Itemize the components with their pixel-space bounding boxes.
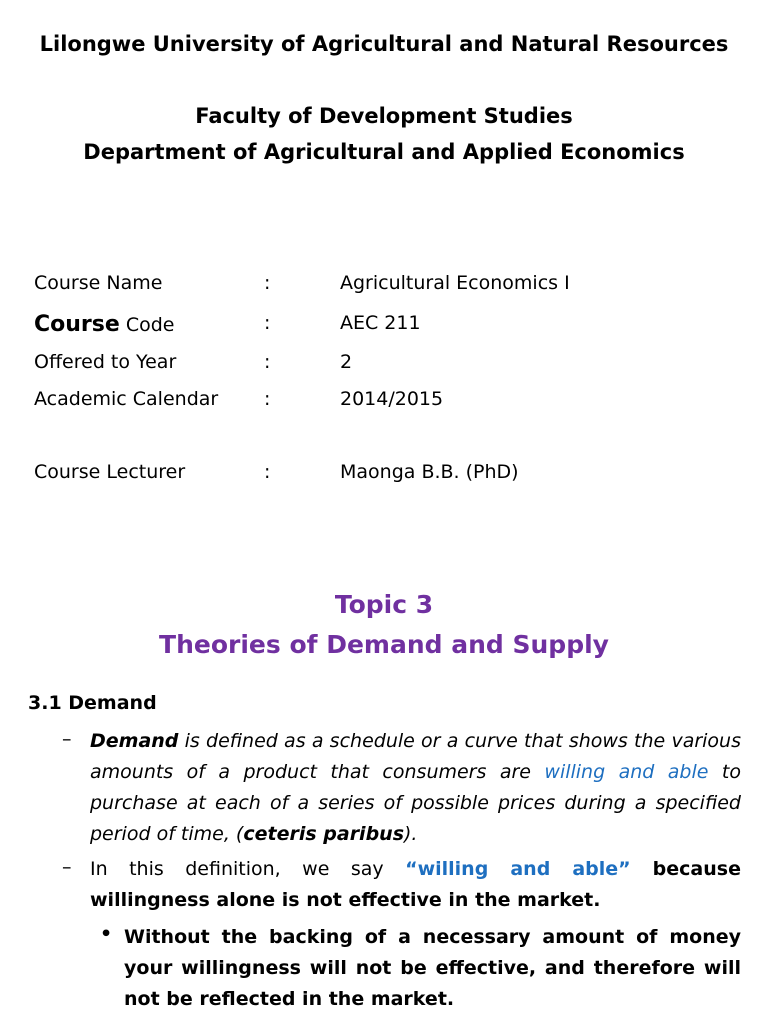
course-code-label-bold: Course — [34, 312, 120, 337]
dash-marker: – — [62, 728, 72, 750]
course-name-value: Agricultural Economics I — [340, 272, 570, 294]
faculty-title: Faculty of Development Studies — [195, 104, 573, 128]
willing-able-paragraph — [90, 854, 741, 916]
subpoint-paragraph: Without the backing of a necessary amount of money your willingness will not be effective, and therefore will not be reflected in the market. — [124, 926, 741, 1010]
colon: : — [264, 461, 271, 483]
course-code-label — [34, 312, 174, 337]
dash-marker: – — [62, 856, 72, 878]
definition-text-c: ). — [404, 823, 418, 845]
course-code-value: AEC 211 — [340, 312, 421, 334]
topic-title: Theories of Demand and Supply — [159, 630, 609, 659]
university-title: Lilongwe University of Agricultural and Natural Resources — [39, 32, 729, 56]
point2-text-b: because willingness alone is not effective in the market. — [90, 858, 741, 911]
topic-number: Topic 3 — [334, 590, 434, 619]
academic-calendar-label: Academic Calendar — [34, 388, 219, 410]
colon: : — [264, 272, 271, 294]
course-name-label: Course Name — [34, 272, 163, 294]
colon: : — [264, 312, 271, 334]
definition-text-a: is defined as a schedule or a curve that shows the various amounts of a product that consumers are — [90, 730, 741, 783]
colon: : — [264, 351, 271, 373]
offered-year-label: Offered to Year — [34, 351, 177, 373]
demand-definition-paragraph — [90, 726, 741, 850]
colon: : — [264, 388, 271, 410]
willing-able-quote: “willing and able” — [405, 858, 631, 880]
willing-able-highlight: willing and able — [544, 761, 709, 783]
point2-text-a: In this definition, we say — [90, 858, 406, 880]
course-lecturer-value: Maonga B.B. (PhD) — [340, 461, 519, 483]
ceteris-paribus-term: ceteris paribus — [243, 823, 405, 845]
demand-term: Demand — [90, 730, 179, 752]
offered-year-value: 2 — [340, 351, 353, 373]
course-code-label-rest: Code — [119, 314, 175, 336]
course-lecturer-label: Course Lecturer — [34, 461, 186, 483]
definition-text-b: to purchase at each of a series of possible prices during a specified period of time, ( — [90, 761, 741, 845]
academic-calendar-value: 2014/2015 — [340, 388, 444, 410]
bullet-marker: • — [100, 923, 113, 945]
section-heading: 3.1 Demand — [28, 692, 157, 714]
department-title: Department of Agricultural and Applied Economics — [83, 140, 685, 164]
